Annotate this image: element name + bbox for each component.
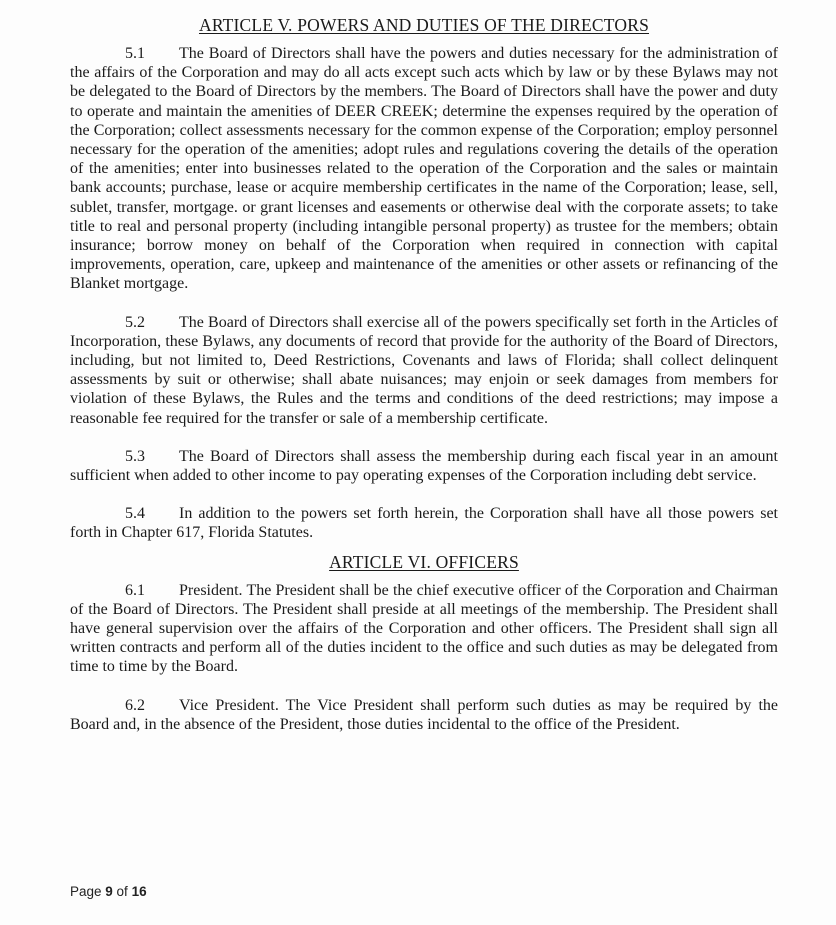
section-text: The Board of Directors shall assess the membership during each fiscal year in an amount sufficient when added to other income to pay operating expenses of the Corporation including debt service. bbox=[70, 447, 778, 485]
section-5-3 bbox=[70, 447, 778, 485]
section-number: 5.2 bbox=[125, 313, 145, 331]
section-number: 6.2 bbox=[125, 696, 145, 714]
page-number: Page 9 of 16 bbox=[70, 884, 147, 899]
section-text: President. The President shall be the chief executive officer of the Corporation and Chairman of the Board of Directors. The President shall preside at all meetings of the membership. The President shall have general supervision over the affairs of the Corporation and other officers. The President shall sign all written contracts and perform all of the duties incident to the office and such duties as may be delegated from time to time by the Board. bbox=[70, 581, 778, 676]
section-number: 5.4 bbox=[125, 505, 145, 523]
section-text: Vice President. The Vice President shall perform such duties as may be required by the Board and, in the absence of the President, those duties incidental to the office of the President. bbox=[70, 696, 778, 733]
section-text: The Board of Directors shall exercise all of the powers specifically set forth in the Articles of Incorporation, these Bylaws, any documents of record that provide for the authority of the Board of Directors, including, but not limited to, Deed Restrictions, Covenants and laws of Florida; shall collect delinquent assessments by suit or otherwise; shall abate nuisances; may enjoin or seek damages from members for violation of these Bylaws, the Rules and the terms and conditions of the deed restrictions; may impose a reasonable fee required for the transfer or sale of a membership certificate. bbox=[70, 313, 778, 427]
section-6-1 bbox=[70, 581, 778, 677]
section-number: 5.1 bbox=[125, 45, 145, 62]
article-5-heading: ARTICLE V. POWERS AND DUTIES OF THE DIRECTORS bbox=[198, 15, 650, 35]
section-text: The Board of Directors shall have the powers and duties necessary for the administration of the affairs of the Corporation and may do all acts except such acts which by law or by these Bylaws may not be delegated to the Board of Directors by the members. The Board of Directors shall have the power and duty to operate and maintain the amenities of DEER CREEK; determine the expenses required by the operation of the Corporation; collect assessments necessary for the common expense of the Corporation; employ personnel necessary for the operation of the amenities; adopt rules and regulations covering the details of the operation of the amenities; enter into businesses related to the operation of the Corporation and the sales or maintain bank accounts; purchase, lease or acquire membership certificates in the name of the Corporation; lease, sell, sublet, transfer, mortgage. or grant licenses and easements or otherwise deal with the corporate assets; to take title to real and personal property (including intangible personal property) as trustee for the members; obtain insurance; borrow money on behalf of the Corporation when required in connection with capital improvements, operation, care, upkeep and maintenance of the amenities or other assets or refinancing of the Blanket mortgage. bbox=[70, 45, 778, 293]
section-number: 6.1 bbox=[125, 581, 145, 599]
section-number: 5.3 bbox=[125, 447, 145, 465]
section-6-2 bbox=[70, 696, 778, 734]
section-5-2 bbox=[70, 313, 778, 428]
page-content bbox=[70, 14, 778, 734]
section-text: In addition to the powers set forth herein, the Corporation shall have all those powers set forth in Chapter 617, Florida Statutes. bbox=[70, 505, 778, 542]
section-5-4 bbox=[70, 504, 778, 542]
section-5-1 bbox=[70, 44, 778, 294]
article-6-heading: ARTICLE VI. OFFICERS bbox=[329, 551, 519, 572]
